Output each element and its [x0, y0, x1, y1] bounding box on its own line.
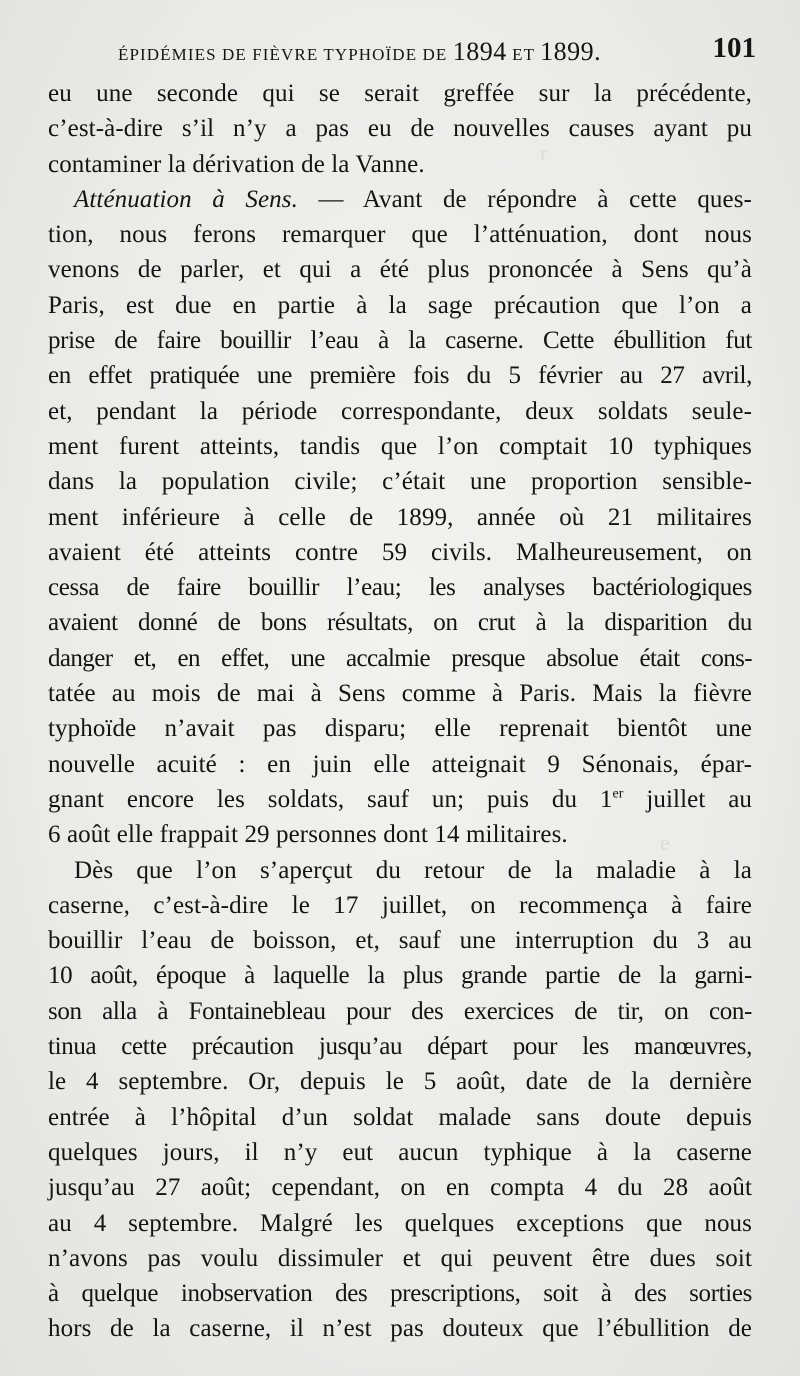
- text-line: 10 août, époque à laquelle la plus grande partie de la garni-: [48, 962, 752, 990]
- text-line: prise de faire bouillir l’eau à la caserne. Cette ébullition fut: [48, 327, 752, 355]
- bleed-through-mark: e: [660, 830, 670, 855]
- page-number: 101: [712, 32, 756, 64]
- text-line: tion, nous ferons remarquer que l’atténuation, dont nous: [48, 221, 752, 249]
- text-line: à quelque inobservation des prescriptions, soit à des sorties: [48, 1280, 752, 1308]
- text-line: entrée à l’hôpital d’un soldat malade sans doute depuis: [48, 1103, 752, 1131]
- text-line: et, pendant la période correspondante, deux soldats seule-: [48, 397, 752, 425]
- text-line: typhoïde n’avait pas disparu; elle reprenait bientôt une: [48, 715, 752, 743]
- body-text: [48, 76, 752, 1347]
- text-line: danger et, en effet, une accalmie presque absolue était cons-: [48, 644, 752, 672]
- text-line: bouillir l’eau de boisson, et, sauf une interruption du 3 au: [48, 927, 752, 955]
- text-line: son alla à Fontainebleau pour des exercices de tir, on con-: [48, 997, 752, 1025]
- text-line: en effet pratiquée une première fois du 5 février au 27 avril,: [48, 362, 752, 390]
- bleed-through-mark: r: [540, 140, 548, 165]
- text-line: contaminer la dérivation de la Vanne.: [48, 150, 425, 178]
- text-line: cessa de faire bouillir l’eau; les analyses bactériologiques: [48, 574, 752, 602]
- text-line: ment inférieure à celle de 1899, année où 21 militaires: [48, 503, 752, 531]
- text-line: jusqu’au 27 août; cependant, on en compta 4 du 28 août: [48, 1174, 752, 1202]
- running-head-year-2: 1899.: [540, 37, 602, 66]
- text-line: Paris, est due en partie à la sage précaution que l’on a: [48, 291, 752, 319]
- text-line: c’est-à-dire s’il n’y a pas eu de nouvelles causes ayant pu: [48, 115, 752, 143]
- text-line: n’avons pas voulu dissimuler et qui peuvent être dues soit: [48, 1244, 752, 1272]
- text-line: dans la population civile; c’était une proportion sensible-: [48, 468, 752, 496]
- text-line: eu une seconde qui se serait greffée sur la précédente,: [48, 80, 752, 107]
- paragraph-start-line: Dès que l’on s’aperçut du retour de la maladie à la: [74, 856, 752, 884]
- running-head: [0, 34, 800, 74]
- running-head-text: ÉPIDÉMIES DE FIÈVRE TYPHOÏDE DE: [118, 45, 448, 64]
- text-line: tatée au mois de mai à Sens comme à Paris. Mais la fièvre: [48, 680, 752, 708]
- text-line: ment furent atteints, tandis que l’on comptait 10 typhiques: [48, 432, 752, 460]
- paragraph-start-line: [48, 182, 752, 217]
- section-heading-italic: Atténuation à Sens.: [74, 185, 298, 213]
- text-line: au 4 septembre. Malgré les quelques exceptions que nous: [48, 1209, 752, 1237]
- running-head-year-1: 1894: [452, 37, 507, 66]
- running-head-conjunction: ET: [512, 45, 535, 64]
- text-line: quelques jours, il n’y eut aucun typhique à la caserne: [48, 1138, 752, 1166]
- text-line: tinua cette précaution jusqu’au départ pour les manœuvres,: [48, 1033, 752, 1061]
- text-line: 6 août elle frappait 29 personnes dont 14 militaires.: [48, 821, 568, 849]
- text-line: venons de parler, et qui a été plus prononcée à Sens qu’à: [48, 256, 752, 284]
- text-line: caserne, c’est-à-dire le 17 juillet, on recommença à faire: [48, 891, 752, 919]
- running-head-title: [118, 37, 601, 67]
- text-line: le 4 septembre. Or, depuis le 5 août, date de la dernière: [48, 1068, 752, 1096]
- text-line-remainder: — Avant de répondre à cette ques-: [318, 185, 752, 213]
- text-line: avaient donné de bons résultats, on crut à la disparition du: [48, 609, 752, 637]
- text-line: avaient été atteints contre 59 civils. Malheureusement, on: [48, 538, 752, 566]
- text-line: nouvelle acuité : en juin elle atteignait 9 Sénonais, épar-: [48, 750, 752, 778]
- text-line: hors de la caserne, il n’est pas douteux que l’ébullition de: [48, 1315, 752, 1343]
- text-line: gnant encore les soldats, sauf un; puis du 1er juillet au: [48, 785, 752, 813]
